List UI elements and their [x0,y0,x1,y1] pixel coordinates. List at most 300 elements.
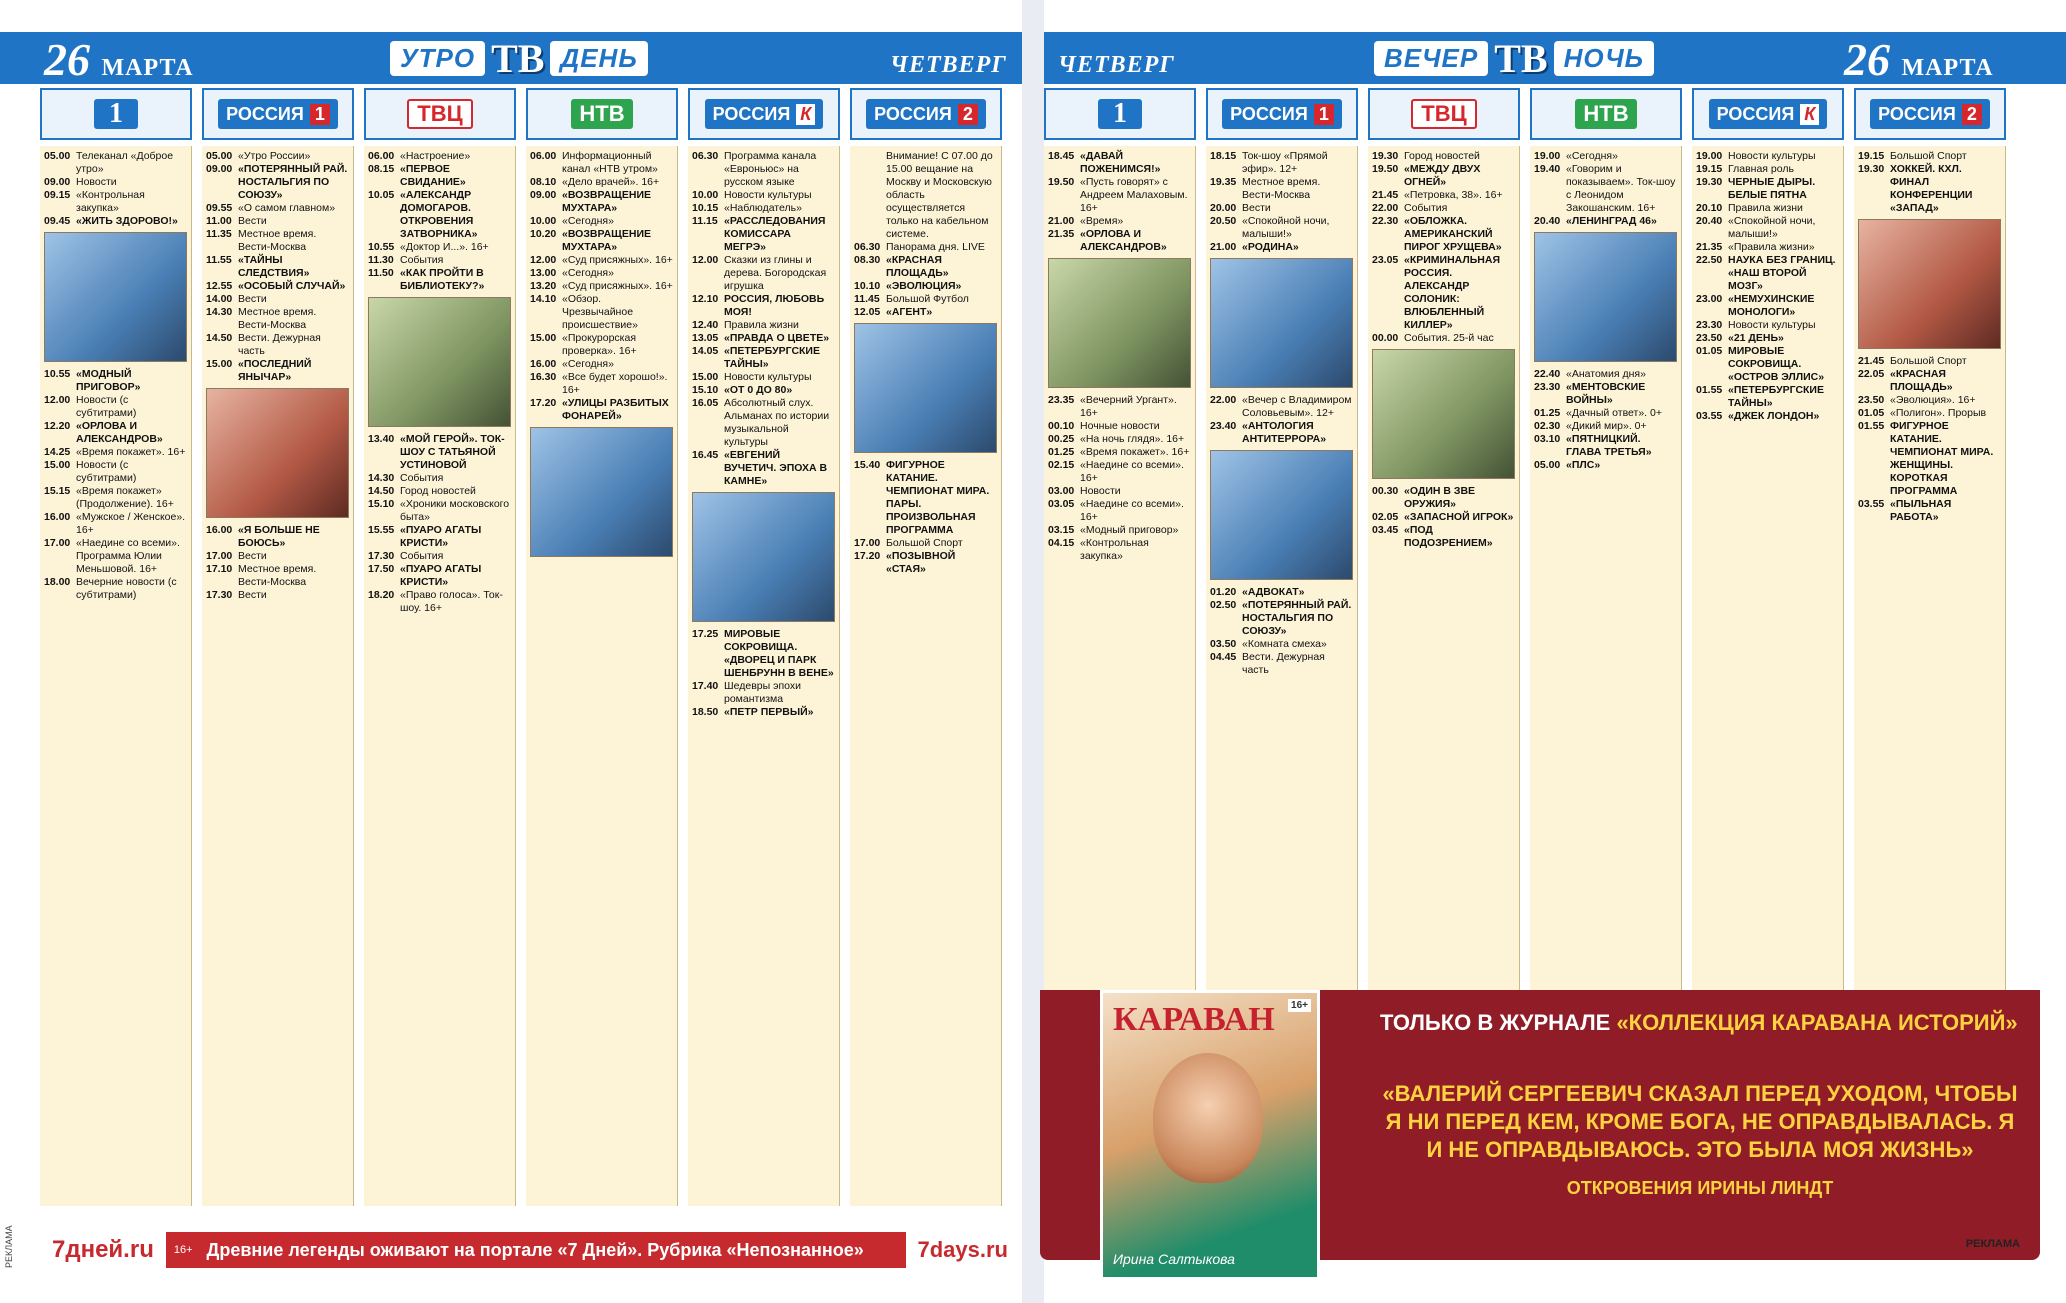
program-time: 03.45 [1372,524,1399,536]
program-row[interactable] [206,550,349,563]
program-row[interactable] [206,589,349,602]
program-time: 21.00 [1210,241,1237,253]
program-row[interactable] [530,332,673,358]
program-row[interactable] [1696,202,1839,215]
program-title: «Хроники московского быта» [400,498,510,523]
right-date [1844,34,1994,90]
program-row[interactable] [854,241,997,254]
program-row[interactable] [1696,345,1839,384]
program-row[interactable] [1210,586,1353,599]
program-row[interactable] [1534,150,1677,163]
program-row[interactable] [1372,524,1515,550]
program-row[interactable] [1210,150,1353,176]
program-row[interactable] [692,293,835,319]
program-row[interactable] [1048,498,1191,524]
program-title: «ЗАПАСНОЙ ИГРОК» [1404,511,1514,523]
program-title: «ОРЛОВА И АЛЕКСАНДРОВ» [76,420,163,445]
program-title: Вести [238,293,267,305]
program-time: 19.15 [1696,163,1723,175]
program-row[interactable] [530,189,673,215]
program-time: 10.20 [530,228,557,240]
channel-tvc[interactable] [364,88,516,140]
program-row[interactable] [1534,163,1677,215]
channel-pervyi[interactable] [40,88,192,140]
program-time: 00.30 [1372,485,1399,497]
program-row[interactable] [44,368,187,394]
program-row[interactable] [1048,459,1191,485]
program-row[interactable] [530,371,673,397]
program-row[interactable] [854,306,997,319]
program-title: «Сегодня» [1566,150,1618,162]
program-time: 14.30 [206,306,233,318]
channel-column [850,146,1002,1206]
program-time: 17.10 [206,563,233,575]
program-title: «МОЙ ГЕРОЙ». ТОК-ШОУ С ТАТЬЯНОЙ УСТИНОВОЙ [400,433,505,471]
program-time: 19.50 [1048,176,1075,188]
program-row[interactable] [1048,228,1191,254]
program-row[interactable] [692,384,835,397]
program-title: Телеканал «Доброе утро» [76,150,174,175]
program-title: События [400,254,444,266]
program-time: 18.15 [1210,150,1237,162]
program-time: 12.00 [44,394,71,406]
channel-column [40,146,192,1206]
program-row[interactable] [206,254,349,280]
program-time: 23.50 [1858,394,1885,406]
magazine-ad[interactable] [1040,990,2040,1290]
program-row[interactable] [1858,420,2001,498]
program-row[interactable] [530,150,673,176]
program-row[interactable] [692,371,835,384]
promo-url-link[interactable]: 7days.ru [906,1232,1021,1268]
program-row[interactable] [1372,332,1515,345]
program-title: «РАССЛЕДОВАНИЯ КОМИССАРА МЕГРЭ» [724,215,826,253]
program-title: Местное время. Вести-Москва [1242,176,1321,201]
program-title: «Вечер с Владимиром Соловьевым». 12+ [1242,394,1352,419]
program-title: Ток-шоу «Прямой эфир». 12+ [1242,150,1328,175]
program-row[interactable] [1048,446,1191,459]
program-time: 06.00 [368,150,395,162]
program-row[interactable] [1048,485,1191,498]
program-row[interactable] [44,537,187,576]
program-time: 15.10 [692,384,719,396]
program-row[interactable] [1696,241,1839,254]
rossiya-1-logo [218,99,338,129]
program-time: 19.00 [1696,150,1723,162]
ntv-logo: НТВ [571,99,632,129]
program-row[interactable] [854,537,997,550]
channel-rossiya-1[interactable] [202,88,354,140]
program-title: Новости культуры [1728,150,1816,162]
program-time: 22.40 [1534,368,1561,380]
program-row[interactable] [44,459,187,485]
program-row[interactable] [206,563,349,589]
program-row[interactable] [692,397,835,449]
program-row[interactable] [44,511,187,537]
program-row[interactable] [854,280,997,293]
program-row[interactable] [368,524,511,550]
promo-band[interactable] [40,1232,1020,1268]
program-time: 01.25 [1534,407,1561,419]
program-title: «Сегодня» [562,215,614,227]
program-time: 01.05 [1858,407,1885,419]
program-title: Вечерние новости (с субтитрами) [76,576,177,601]
program-time: 19.30 [1696,176,1723,188]
program-row[interactable] [1858,163,2001,215]
channel-1-logo: 1 [94,99,138,129]
rossiya-2-logo [866,99,986,129]
program-row[interactable] [692,332,835,345]
program-title: «АГЕНТ» [886,306,933,318]
program-time: 02.15 [1048,459,1075,471]
program-title: ЧЕРНЫЕ ДЫРЫ. БЕЛЫЕ ПЯТНА [1728,176,1816,201]
program-row[interactable] [1372,485,1515,511]
rossiya-k-name: РОССИЯ [712,103,791,124]
program-row[interactable] [854,293,997,306]
program-title: «ПЕРВОЕ СВИДАНИЕ» [400,163,466,188]
program-row[interactable] [1210,241,1353,254]
program-time: 05.00 [44,150,71,162]
program-row[interactable] [1696,215,1839,241]
program-row[interactable] [368,589,511,615]
program-row[interactable] [854,459,997,537]
program-title: «Правила жизни» [1728,241,1815,253]
program-row[interactable] [1210,215,1353,241]
program-photo [206,388,349,518]
program-row[interactable] [1696,163,1839,176]
program-row[interactable] [368,163,511,189]
program-time: 20.40 [1696,215,1723,227]
program-row[interactable] [1210,599,1353,638]
program-title: Вести [1242,202,1271,214]
program-row[interactable] [530,228,673,254]
program-row[interactable] [1372,511,1515,524]
channel-rossiya-2[interactable] [1854,88,2006,140]
program-time: 13.00 [530,267,557,279]
program-time: 09.45 [44,215,71,227]
program-title: «Сегодня» [562,358,614,370]
program-time: 12.00 [692,254,719,266]
program-row[interactable] [1048,524,1191,537]
program-row[interactable] [368,563,511,589]
program-row[interactable] [692,449,835,488]
program-title: РОССИЯ, ЛЮБОВЬ МОЯ! [724,293,825,318]
program-photo [1858,219,2001,349]
channel-rossiya-2[interactable] [850,88,1002,140]
program-row[interactable] [1372,163,1515,189]
program-row[interactable] [1696,176,1839,202]
program-row[interactable] [1210,202,1353,215]
program-row[interactable] [1048,537,1191,563]
program-title: Новости [1080,485,1121,497]
channel-pervyi[interactable] [1044,88,1196,140]
rossiya-k-logo [705,99,824,129]
program-row[interactable] [530,267,673,280]
program-time: 06.30 [692,150,719,162]
program-row[interactable] [1210,638,1353,651]
program-time: 12.10 [692,293,719,305]
program-title: «Дело врачей». 16+ [562,176,660,188]
program-row[interactable] [692,706,835,719]
program-title: «Мужское / Женское». 16+ [76,511,186,536]
program-row[interactable] [368,433,511,472]
program-title: «Время покажет». 16+ [76,446,186,458]
program-title: «ПОСЛЕДНИЙ ЯНЫЧАР» [238,358,312,383]
program-row[interactable] [692,215,835,254]
channel-1-logo: 1 [1098,99,1142,129]
program-time: 16.30 [530,371,557,383]
program-time: 18.50 [692,706,719,718]
logo-left-word: ВЕЧЕР [1374,41,1488,76]
program-time: 15.00 [44,459,71,471]
program-row[interactable] [692,189,835,202]
program-row[interactable] [692,345,835,371]
program-title: Вести [238,550,267,562]
ad-quote: «ВАЛЕРИЙ СЕРГЕЕВИЧ СКАЗАЛ ПЕРЕД УХОДОМ, ЧТОБЫ Я НИ ПЕРЕД КЕМ, КРОМЕ БОГА, НЕ ОПРАВДЫВАЛАСЬ. Я И НЕ ОПРАВДЫВАЮСЬ. ЭТО БЫЛА МОЯ ЖИЗНЬ» [1382,1081,2018,1162]
program-row[interactable] [44,576,187,602]
program-title: «КРАСНАЯ ПЛОЩАДЬ» [1890,368,1953,393]
program-row[interactable] [206,163,349,202]
program-row[interactable] [1858,394,2001,407]
program-title: «Настроение» [400,150,471,162]
program-time: 17.40 [692,680,719,692]
program-row[interactable] [854,254,997,280]
program-row[interactable] [1858,498,2001,524]
program-row[interactable] [692,202,835,215]
program-photo [692,492,835,622]
program-row[interactable] [692,254,835,293]
program-row[interactable] [206,150,349,163]
program-time: 08.15 [368,163,395,175]
left-channel-row [40,88,1012,140]
magazine-cover [1100,990,1320,1280]
program-row[interactable] [206,280,349,293]
program-row[interactable] [530,397,673,423]
program-row[interactable] [1696,254,1839,293]
program-row[interactable] [530,176,673,189]
ad-headline-prefix: ТОЛЬКО В ЖУРНАЛЕ [1380,1010,1611,1035]
program-title: Местное время. Вести-Москва [238,228,317,253]
program-title: «ЭВОЛЮЦИЯ» [886,280,962,292]
program-title: Правила жизни [1728,202,1803,214]
program-time: 03.55 [1696,410,1723,422]
program-row[interactable] [206,228,349,254]
program-row[interactable] [44,485,187,511]
program-row[interactable] [44,189,187,215]
rossiya-2-name: РОССИЯ [874,103,952,124]
program-title: «Наблюдатель» [724,202,802,214]
program-time: 13.40 [368,433,395,445]
rossiya-1-num: 1 [1314,104,1334,125]
program-row[interactable] [206,293,349,306]
program-time: 11.00 [206,215,232,227]
program-row[interactable] [1858,407,2001,420]
program-title: «Доктор И...». 16+ [400,241,489,253]
program-row[interactable] [368,267,511,293]
promo-brand-logo[interactable]: 7дней.ru [40,1232,166,1268]
program-row[interactable] [44,394,187,420]
program-row[interactable] [368,472,511,485]
program-row[interactable] [1372,202,1515,215]
program-row[interactable] [530,358,673,371]
program-row[interactable] [1534,407,1677,420]
program-time: 23.35 [1048,394,1075,406]
left-date [44,34,194,90]
program-title: «ЕВГЕНИЙ ВУЧЕТИЧ. ЭПОХА В КАМНЕ» [724,449,828,487]
program-row[interactable] [1048,176,1191,215]
program-row[interactable] [44,150,187,176]
program-row[interactable] [206,524,349,550]
rossiya-k-num: К [1800,104,1819,125]
program-title: «ПОД ПОДОЗРЕНИЕМ» [1404,524,1493,549]
rossiya-1-num: 1 [310,104,330,125]
program-time: 15.55 [368,524,395,536]
program-row[interactable] [1372,215,1515,254]
program-row[interactable] [1534,420,1677,433]
program-row[interactable] [206,202,349,215]
logo-tv: ТВ [1494,35,1548,81]
channel-tvc[interactable] [1368,88,1520,140]
program-row[interactable] [530,280,673,293]
program-row[interactable] [530,215,673,228]
program-title: «КРАСНАЯ ПЛОЩАДЬ» [886,254,949,279]
program-row[interactable] [1048,394,1191,420]
program-row[interactable] [530,293,673,332]
program-row[interactable] [206,358,349,384]
program-row[interactable] [1210,394,1353,420]
program-row[interactable] [1048,150,1191,176]
program-time: 11.15 [692,215,718,227]
program-row[interactable] [1858,368,2001,394]
program-row[interactable] [368,254,511,267]
program-row[interactable] [1372,189,1515,202]
program-title: Вести [238,589,267,601]
program-row[interactable] [44,420,187,446]
program-time: 11.30 [368,254,394,266]
program-row[interactable] [1534,459,1677,472]
left-date-day: 26 [44,34,90,85]
channel-rossiya-1[interactable] [1206,88,1358,140]
program-row[interactable] [1372,150,1515,163]
program-row[interactable] [44,176,187,189]
program-row[interactable] [368,150,511,163]
program-title: «Обзор. Чрезвычайное происшествие» [562,293,638,331]
program-row[interactable] [692,628,835,680]
program-title: «Дачный ответ». 0+ [1566,407,1662,419]
program-title: Местное время. Вести-Москва [238,306,317,331]
program-row[interactable] [44,215,187,228]
program-title: «МОДНЫЙ ПРИГОВОР» [76,368,141,393]
program-title: «ЖИТЬ ЗДОРОВО!» [76,215,178,227]
program-row[interactable] [206,332,349,358]
channel-ntv[interactable] [1530,88,1682,140]
ad-signature: ОТКРОВЕНИЯ ИРИНЫ ЛИНДТ [1566,1178,1834,1198]
program-title: «Эволюция». 16+ [1890,394,1976,406]
program-title: «Время покажет». 16+ [1080,446,1190,458]
program-row[interactable] [368,550,511,563]
program-time: 17.20 [530,397,557,409]
program-row[interactable] [368,189,511,241]
program-title: «Анатомия дня» [1566,368,1646,380]
program-time: 00.25 [1048,433,1075,445]
program-photo [1210,450,1353,580]
program-time: 03.00 [1048,485,1075,497]
program-row[interactable] [1048,215,1191,228]
program-row[interactable] [1696,293,1839,319]
program-row[interactable] [1696,332,1839,345]
program-title: «Контрольная закупка» [1080,537,1149,562]
program-title: Новости культуры [724,371,812,383]
program-row[interactable] [368,241,511,254]
left-page [0,0,1022,1303]
program-row[interactable] [206,306,349,332]
program-time: 17.20 [854,550,881,562]
program-row[interactable] [1696,384,1839,410]
cover-age-rating: 16+ [1288,999,1311,1012]
program-title: События. 25-й час [1404,332,1494,344]
program-row[interactable] [1534,368,1677,381]
program-row[interactable] [1048,420,1191,433]
channel-rossiya-k[interactable] [688,88,840,140]
program-row[interactable] [1210,420,1353,446]
program-time: 17.30 [206,589,233,601]
program-row[interactable] [1696,150,1839,163]
program-row[interactable] [1210,651,1353,677]
program-time: 13.05 [692,332,719,344]
channel-rossiya-k[interactable] [1692,88,1844,140]
program-row[interactable] [854,150,997,241]
program-row[interactable] [854,550,997,576]
program-time: 16.05 [692,397,719,409]
program-row[interactable] [1858,355,2001,368]
program-title: «ПЯТНИЦКИЙ. ГЛАВА ТРЕТЬЯ» [1566,433,1652,458]
program-row[interactable] [1534,433,1677,459]
program-row[interactable] [692,150,835,189]
channel-ntv[interactable] [526,88,678,140]
program-row[interactable] [368,485,511,498]
program-row[interactable] [1372,254,1515,332]
program-row[interactable] [692,680,835,706]
program-title: «Модный приговор» [1080,524,1179,536]
program-title: «Время покажет» (Продолжение). 16+ [76,485,174,510]
program-row[interactable] [206,215,349,228]
program-time: 03.10 [1534,433,1561,445]
program-time: 16.00 [44,511,71,523]
program-time: 22.50 [1696,254,1723,266]
left-logo [390,35,648,81]
program-time: 22.00 [1210,394,1237,406]
program-row[interactable] [1696,319,1839,332]
program-row[interactable] [1048,433,1191,446]
program-title: «Я БОЛЬШЕ НЕ БОЮСЬ» [238,524,320,549]
program-time: 15.40 [854,459,881,471]
program-title: «Суд присяжных». 16+ [562,254,673,266]
program-row[interactable] [1210,176,1353,202]
program-row[interactable] [1858,150,2001,163]
program-row[interactable] [530,254,673,267]
program-row[interactable] [44,446,187,459]
left-date-month: МАРТА [101,55,194,81]
program-row[interactable] [692,319,835,332]
program-title: Программа канала «Евроньюс» на русском языке [724,150,817,188]
program-title: «Все будет хорошо!». 16+ [562,371,668,396]
program-row[interactable] [1534,215,1677,228]
program-row[interactable] [368,498,511,524]
program-time: 10.10 [854,280,881,292]
program-time: 17.25 [692,628,719,640]
program-row[interactable] [1696,410,1839,423]
program-row[interactable] [1534,381,1677,407]
